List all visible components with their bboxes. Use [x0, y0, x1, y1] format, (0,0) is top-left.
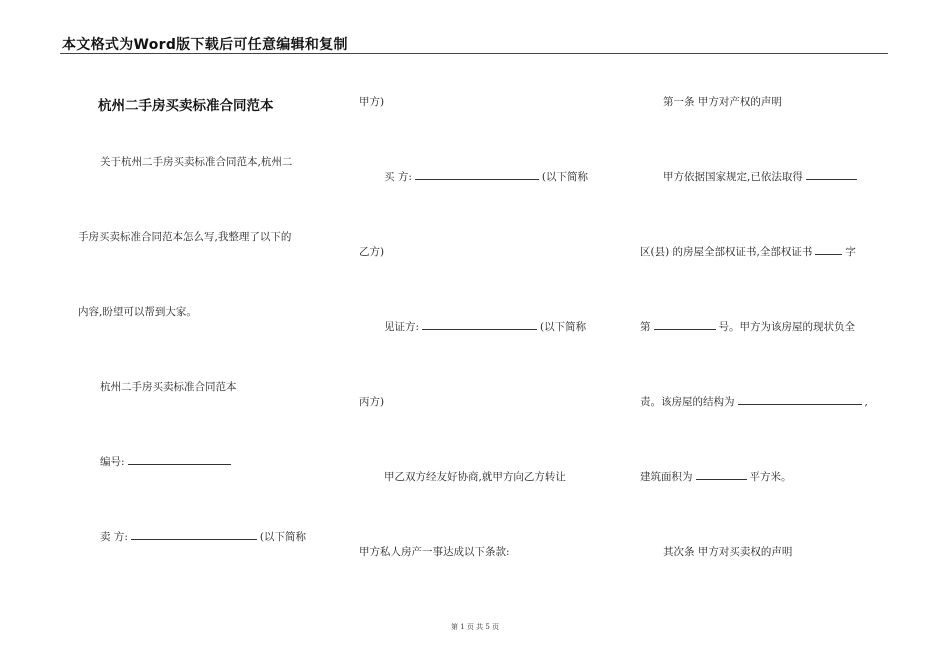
seller-abbr-text: 甲方)	[359, 96, 385, 108]
witness-line	[384, 319, 586, 334]
agreement-line-1: 甲乙双方经友好协商,就甲方向乙方转让	[384, 471, 566, 483]
buyer-name-blank	[415, 169, 539, 180]
article-1-title: 第一条 甲方对产权的声明	[663, 96, 782, 108]
buyer-abbr-note: (以下简称	[541, 171, 588, 183]
witness-abbr-note: (以下简称	[540, 321, 587, 333]
witness-name-blank	[422, 319, 537, 330]
witness-abbr-text: 丙方)	[359, 396, 385, 408]
structure-blank	[738, 394, 862, 405]
buyer-line	[384, 169, 588, 184]
property-line-2-suffix: 字	[845, 246, 856, 258]
seller-name-blank	[131, 529, 257, 540]
header-divider	[60, 53, 888, 54]
agreement-line-2: 甲方私人房产一事达成以下条款:	[359, 546, 510, 558]
property-line-1-text: 甲方依据国家规定,已依法取得	[663, 171, 803, 183]
intro-line-1: 关于杭州二手房买卖标准合同范本,杭州二	[100, 156, 293, 168]
certificate-number-blank	[654, 319, 716, 330]
contract-number-label: 编号:	[100, 456, 125, 468]
witness-label: 见证方:	[384, 321, 420, 333]
contract-subtitle: 杭州二手房买卖标准合同范本	[100, 381, 237, 393]
property-line-4-text: 责。该房屋的结构为	[640, 396, 735, 408]
contract-number-blank	[128, 454, 231, 465]
certificate-prefix-blank	[815, 244, 842, 255]
area-blank	[696, 469, 747, 480]
document-title: 杭州二手房买卖标准合同范本	[98, 98, 274, 114]
property-line-4	[640, 394, 868, 409]
buyer-label: 买 方:	[384, 171, 412, 183]
seller-line	[100, 529, 306, 544]
document-header-title: 本文格式为Word版下载后可任意编辑和复制	[62, 37, 348, 53]
article-2-title: 其次条 甲方对买卖权的声明	[663, 546, 793, 558]
property-line-3	[640, 319, 855, 334]
intro-line-2: 手房买卖标准合同范本怎么写,我整理了以下的	[78, 231, 292, 243]
property-line-4-suffix: ,	[864, 396, 868, 408]
property-line-3-text: 号。甲方为该房屋的现状负全	[718, 321, 855, 333]
property-line-5-suffix: 平方米。	[749, 471, 792, 483]
property-line-1	[663, 169, 860, 184]
buyer-abbr-text: 乙方)	[359, 246, 385, 258]
property-line-2-text: 区(县) 的房屋全部权证书,全部权证书	[640, 246, 813, 258]
property-line-2	[640, 244, 856, 259]
page-number: 第 1 页 共 5 页	[450, 623, 500, 631]
property-line-5-text: 建筑面积为	[640, 471, 693, 483]
property-line-3-prefix: 第	[640, 321, 651, 333]
contract-number-line	[100, 454, 234, 469]
seller-abbr-note: (以下简称	[259, 531, 306, 543]
property-line-5	[640, 469, 792, 484]
intro-line-3: 内容,盼望可以帮到大家。	[78, 306, 197, 318]
district-blank	[806, 169, 857, 180]
seller-label: 卖 方:	[100, 531, 128, 543]
